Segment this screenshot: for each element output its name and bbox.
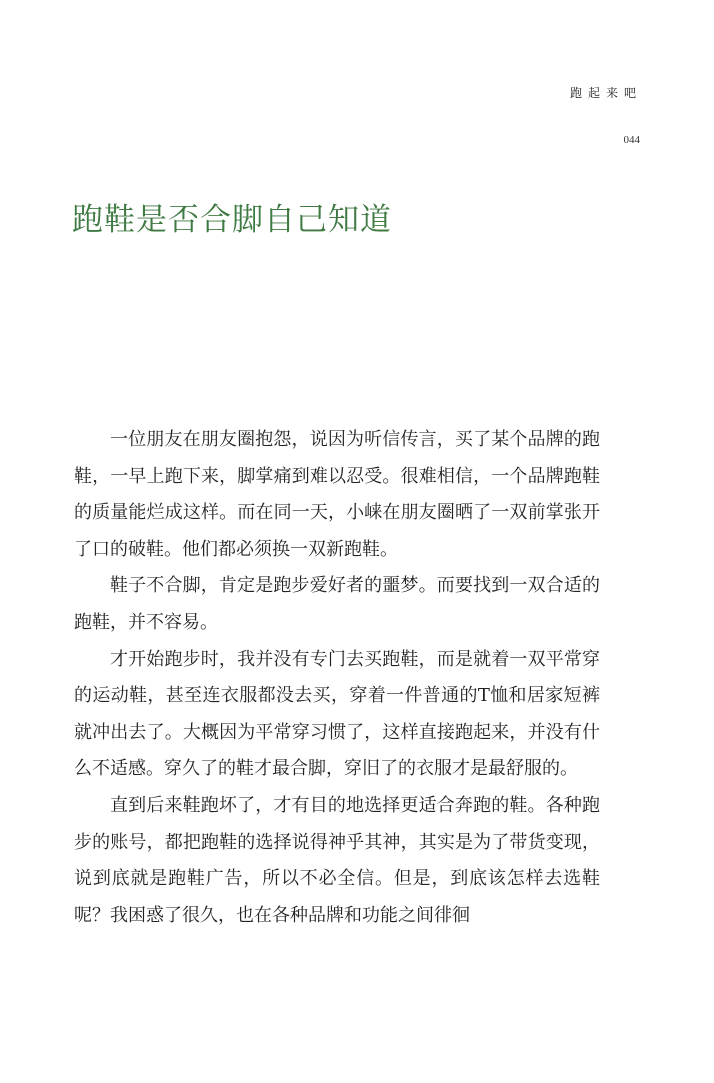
paragraph: 鞋子不合脚，肯定是跑步爱好者的噩梦。而要找到一双合适的跑鞋，并不容易。 [74, 575, 600, 633]
paragraph: 才开始跑步时，我并没有专门去买跑鞋，而是就着一双平常穿的运动鞋，甚至连衣服都没去买，穿着一件普通的T恤和居家短裤就冲出去了。大概因为平常穿习惯了，这样直接跑起来，并没有什么不适感。穿久了的鞋才最合脚，穿旧了的衣服才是最舒服的。 [74, 648, 600, 780]
chapter-title: 跑鞋是否合脚自己知道 [72, 202, 392, 238]
page-number: 044 [623, 134, 640, 146]
running-head: 跑起来吧 [569, 86, 642, 100]
paragraph: 直到后来鞋跑坏了，才有目的地选择更适合奔跑的鞋。各种跑步的账号，都把跑鞋的选择说得神乎其神，其实是为了带货变现，说到底就是跑鞋广告，所以不必全信。但是，到底该怎样去选鞋呢？我困惑了很久，也在各种品牌和功能之间徘徊 [74, 794, 600, 926]
paragraph: 一位朋友在朋友圈抱怨，说因为听信传言，买了某个品牌的跑鞋，一早上跑下来，脚掌痛到难以忍受。很难相信，一个品牌跑鞋的质量能烂成这样。而在同一天，小崃在朋友圈晒了一双前掌张开了口的破鞋。他们都必须换一双新跑鞋。 [74, 429, 600, 560]
body-text [74, 422, 600, 934]
